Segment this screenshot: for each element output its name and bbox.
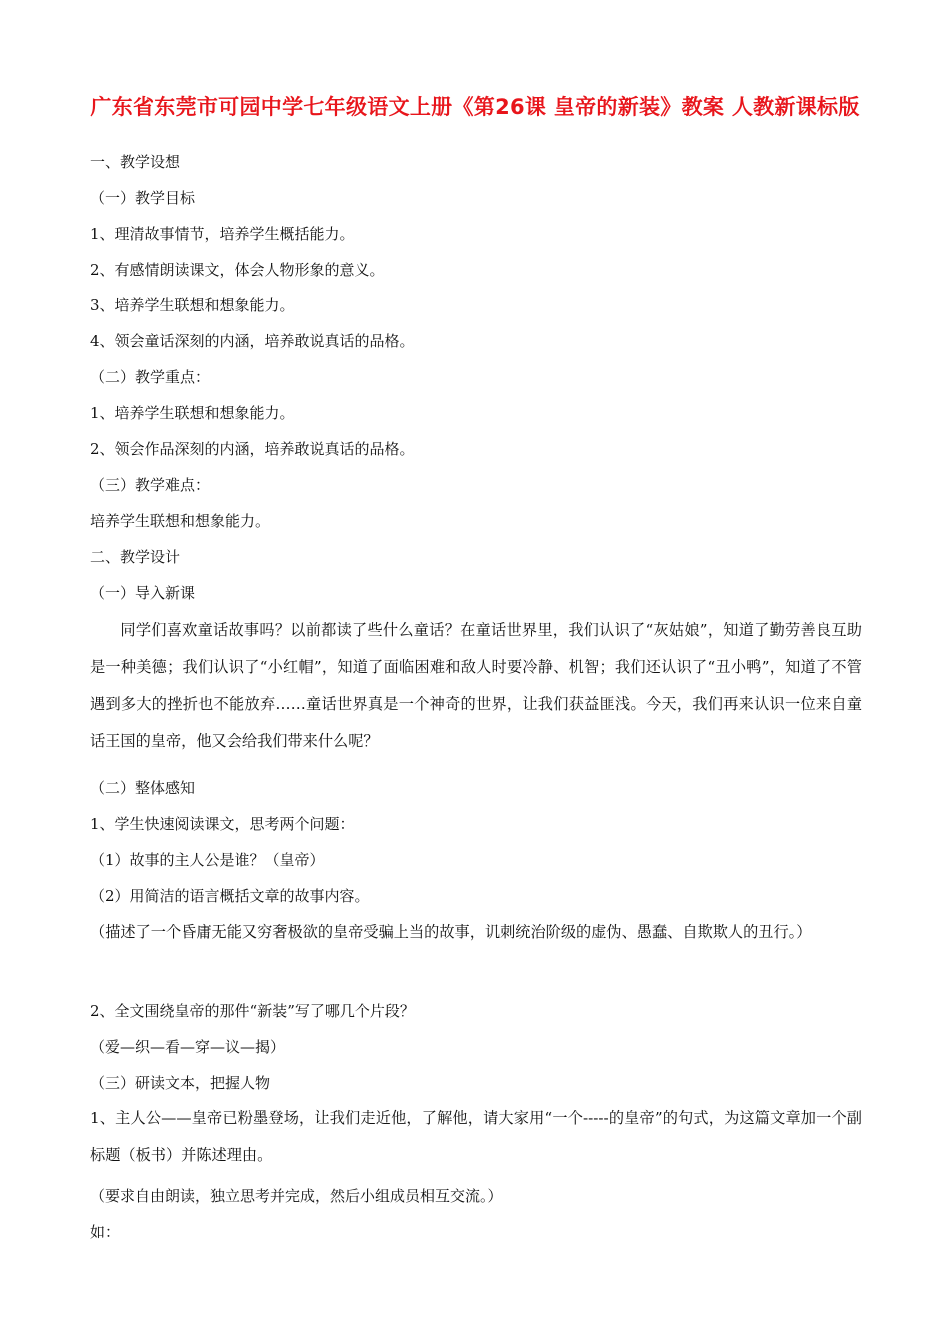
goal-item-4: 4、领会童话深刻的内涵，培养敢说真话的品格。	[90, 332, 415, 350]
requirement-note: （要求自由朗读，独立思考并完成，然后小组成员相互交流。）	[90, 1187, 503, 1205]
subheading-introduction: （一）导入新课	[90, 584, 196, 602]
intro-paragraph: 同学们喜欢童话故事吗？以前都读了些什么童话？在童话世界里，我们认识了“灰姑娘”，知道了勤劳善良互助是一种美德；我们认识了“小红帽”，知道了面临困难和敌人时要冷静、机智；我们还认识了“丑小鸭”，知道了不管遇到多大的挫折也不能放弃……童话世界真是一个神奇的世界，让我们获益匪浅。今天，我们再来认识一位来自童话王国的皇帝，他又会给我们带来什么呢？	[90, 621, 862, 750]
section-heading-teaching-design: 二、教学设计	[90, 548, 181, 566]
difficulty-item: 培养学生联想和想象能力。	[90, 512, 271, 530]
answer-paragraph: （描述了一个昏庸无能又穷奢极欲的皇帝受骗上当的故事，讥刺统治阶级的虚伪、愚蠢、自欺欺人的丑行。）	[90, 923, 812, 941]
perception-task-1: 1、学生快速阅读课文，思考两个问题：	[90, 815, 355, 833]
subheading-text-study: （三）研读文本，把握人物	[90, 1074, 271, 1092]
perception-task-2: 2、全文围绕皇帝的那件“新装”写了哪几个片段？	[90, 1002, 415, 1020]
goal-item-3: 3、培养学生联想和想象能力。	[90, 296, 295, 314]
task-2-answer: （爱—织—看—穿—议—揭）	[90, 1038, 286, 1056]
document-title: 广东省东莞市可园中学七年级语文上册《第26课 皇帝的新装》教案 人教新课标版	[90, 95, 860, 119]
example-label: 如：	[90, 1223, 121, 1241]
key-point-1: 1、培养学生联想和想象能力。	[90, 404, 295, 422]
subheading-difficulty: （三）教学难点：	[90, 476, 211, 494]
subheading-teaching-goals: （一）教学目标	[90, 189, 196, 207]
study-task-paragraph: 1、主人公——皇帝已粉墨登场，让我们走近他，了解他，请大家用“一个-----的皇帝”的句式，为这篇文章加一个副标题（板书）并陈述理由。	[90, 1109, 862, 1164]
subheading-overall-perception: （二）整体感知	[90, 779, 196, 797]
subheading-key-points: （二）教学重点：	[90, 368, 211, 386]
goal-item-2: 2、有感情朗读课文，体会人物形象的意义。	[90, 261, 385, 279]
section-heading-teaching-concept: 一、教学设想	[90, 153, 181, 171]
question-2: （2）用简洁的语言概括文章的故事内容。	[90, 887, 370, 905]
key-point-2: 2、领会作品深刻的内涵，培养敢说真话的品格。	[90, 440, 415, 458]
question-1: （1）故事的主人公是谁？（皇帝）	[90, 851, 325, 869]
goal-item-1: 1、理清故事情节，培养学生概括能力。	[90, 225, 355, 243]
